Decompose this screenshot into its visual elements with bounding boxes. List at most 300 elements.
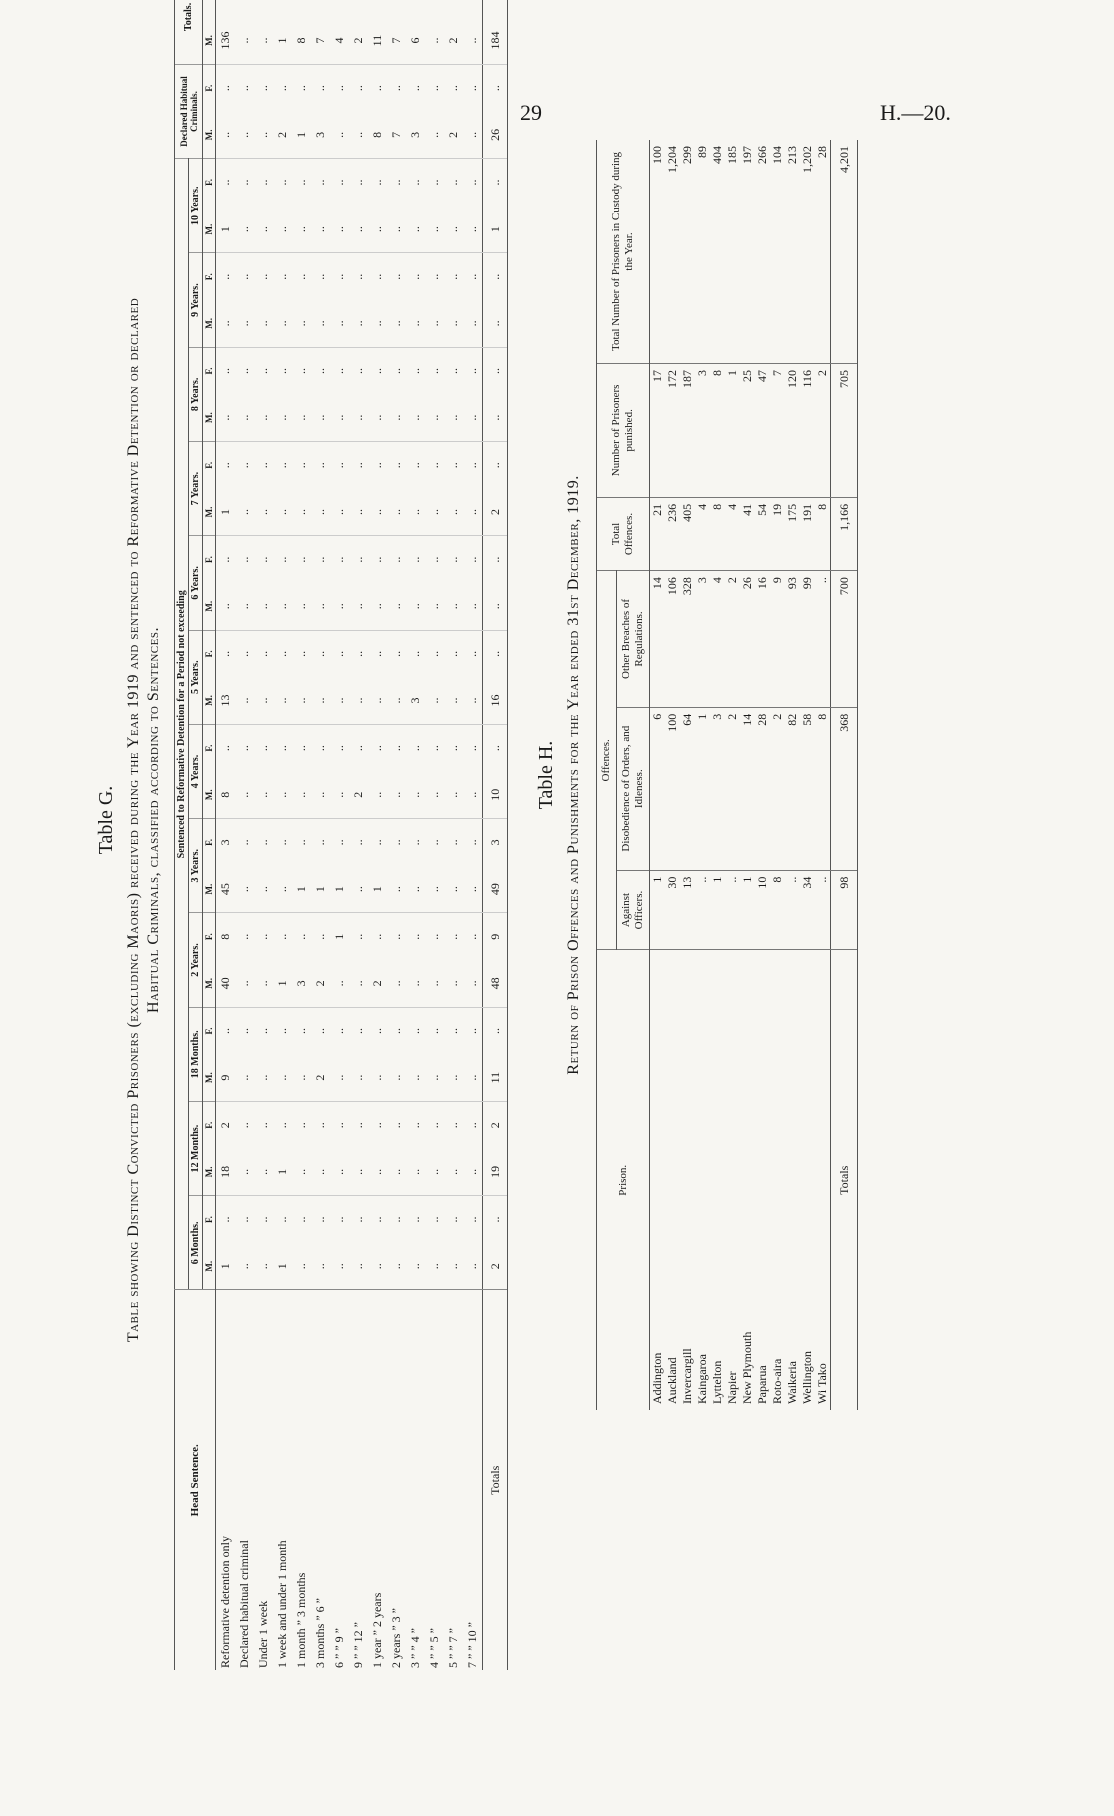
table-cell: .. — [275, 745, 289, 752]
table-cell: 2 — [725, 707, 740, 870]
table-row — [755, 140, 770, 1410]
table-cell: 58 — [800, 707, 815, 870]
table-cell: .. — [351, 745, 365, 752]
table-cell: .. — [311, 300, 330, 347]
table-cell: .. — [256, 368, 270, 375]
table-cell: .. — [406, 300, 425, 347]
table-cell: .. — [387, 206, 406, 253]
table-cell: 19 — [770, 497, 785, 570]
table-cell: 18 — [216, 1149, 236, 1196]
table-cell: .. — [256, 933, 270, 940]
table-cell: .. — [330, 583, 349, 630]
table-cell: 8 — [770, 870, 785, 950]
row-label: 6 ” ” 9 ” — [330, 1290, 349, 1670]
table-cell: 89 — [695, 140, 710, 363]
table-cell: .. — [235, 300, 254, 347]
table-cell: .. — [294, 273, 308, 280]
row-label: Under 1 week — [254, 1290, 273, 1670]
table-cell: .. — [313, 368, 327, 375]
table-cell: .. — [408, 745, 422, 752]
table-cell: .. — [275, 179, 289, 186]
table-cell: .. — [406, 771, 425, 818]
table-cell: .. — [218, 368, 232, 375]
table-row — [292, 0, 311, 1670]
table-cell: 3 — [710, 707, 725, 870]
table-cell: .. — [463, 206, 483, 253]
table-cell: .. — [237, 273, 251, 280]
table-cell: .. — [463, 1243, 483, 1290]
table-cell: .. — [237, 839, 251, 846]
table-cell: 700 — [831, 571, 858, 708]
table-cell: 100 — [650, 140, 666, 363]
table-cell: .. — [237, 1216, 251, 1223]
table-cell: 136 — [216, 17, 236, 64]
table-cell: .. — [387, 300, 406, 347]
table-cell: .. — [313, 650, 327, 657]
table-cell: .. — [465, 933, 479, 940]
period-header-6: 5 Years. — [189, 630, 203, 724]
table-cell: 1 — [273, 1243, 292, 1290]
table-cell: .. — [330, 771, 349, 818]
table-cell: .. — [351, 273, 365, 280]
table-cell: .. — [311, 1149, 330, 1196]
prison-name: Invercargill — [680, 1348, 694, 1404]
table-cell: 9 — [216, 1054, 236, 1101]
table-cell: .. — [254, 866, 273, 913]
table-cell: .. — [465, 368, 479, 375]
table-cell: .. — [237, 1122, 251, 1129]
table-row — [425, 0, 444, 1670]
table-cell: 11 — [368, 17, 387, 64]
table-cell: .. — [254, 771, 273, 818]
table-cell: 106 — [665, 571, 680, 708]
table-cell: 1 — [273, 960, 292, 1007]
table-cell: .. — [330, 394, 349, 441]
female-col-header: F. — [203, 724, 216, 771]
table-cell: .. — [292, 394, 311, 441]
table-cell: 2 — [444, 17, 463, 64]
table-cell: 6 — [650, 707, 666, 870]
table-cell: .. — [218, 462, 232, 469]
table-cell: 45 — [216, 866, 236, 913]
table-cell: .. — [465, 745, 479, 752]
table-cell: .. — [389, 745, 403, 752]
table-cell: .. — [218, 273, 232, 280]
table-cell: .. — [465, 650, 479, 657]
table-cell: .. — [446, 179, 460, 186]
table-cell: .. — [294, 1027, 308, 1034]
totals-row — [831, 140, 858, 1410]
table-cell: .. — [351, 650, 365, 657]
table-cell: .. — [237, 745, 251, 752]
table-cell: 1 — [292, 111, 311, 158]
table-cell: .. — [235, 206, 254, 253]
table-cell: .. — [332, 1122, 346, 1129]
prison-name: Auckland — [665, 1357, 679, 1404]
table-cell: .. — [463, 1149, 483, 1196]
prison-name: Wi Tako — [815, 1363, 829, 1404]
table-row — [216, 0, 236, 1670]
table-cell: 4 — [725, 497, 740, 570]
table-cell: .. — [408, 462, 422, 469]
table-cell: .. — [349, 1243, 368, 1290]
table-cell: .. — [275, 1216, 289, 1223]
table-cell: .. — [294, 650, 308, 657]
table-cell: 2 — [725, 571, 740, 708]
table-cell: .. — [427, 1122, 441, 1129]
table-cell: .. — [254, 489, 273, 536]
table-cell: .. — [218, 179, 232, 186]
table-cell: .. — [368, 1149, 387, 1196]
table-cell: 40 — [216, 960, 236, 1007]
table-cell: 10 — [755, 870, 770, 950]
table-cell: .. — [332, 839, 346, 846]
table-cell: .. — [427, 650, 441, 657]
table-cell: .. — [695, 870, 710, 950]
table-cell: .. — [311, 771, 330, 818]
table-cell: .. — [254, 1054, 273, 1101]
table-cell: 8 — [815, 707, 831, 870]
period-header-8: 7 Years. — [189, 441, 203, 535]
table-cell: .. — [368, 1054, 387, 1101]
table-cell: .. — [349, 111, 368, 158]
table-cell: .. — [425, 583, 444, 630]
table-cell: 8 — [368, 111, 387, 158]
table-cell: .. — [427, 556, 441, 563]
table-cell: 2 — [483, 1243, 508, 1290]
table-cell — [292, 0, 311, 17]
table-cell: .. — [370, 556, 384, 563]
table-cell: .. — [370, 273, 384, 280]
table-cell: .. — [389, 1027, 403, 1034]
table-row — [273, 0, 292, 1670]
table-cell: .. — [463, 583, 483, 630]
table-h-grid — [596, 140, 858, 1410]
row-label: Totals — [483, 1290, 508, 1670]
table-cell: .. — [275, 462, 289, 469]
table-cell: 2 — [311, 1054, 330, 1101]
male-col-header: M. — [203, 1054, 216, 1101]
rotated-content — [95, 0, 1095, 1670]
table-cell: 8 — [218, 933, 232, 940]
page-code: H.—20. — [880, 100, 951, 125]
table-cell: .. — [349, 206, 368, 253]
table-cell: 2 — [218, 1122, 232, 1129]
table-cell: .. — [294, 556, 308, 563]
table-cell: 213 — [785, 140, 800, 363]
table-cell: .. — [368, 394, 387, 441]
table-cell: .. — [444, 960, 463, 1007]
table-cell: .. — [218, 745, 232, 752]
totals-header: Totals. — [175, 0, 203, 64]
table-cell: .. — [370, 650, 384, 657]
table-cell: .. — [332, 650, 346, 657]
table-cell: .. — [444, 394, 463, 441]
table-cell: .. — [256, 179, 270, 186]
table-cell: .. — [216, 111, 236, 158]
table-cell: .. — [446, 1027, 460, 1034]
table-g-title: Table G. — [95, 785, 117, 855]
table-cell: .. — [235, 583, 254, 630]
table-row — [406, 0, 425, 1670]
table-cell: .. — [292, 677, 311, 724]
table-cell: .. — [425, 1054, 444, 1101]
table-cell: .. — [256, 1216, 270, 1223]
table-cell: .. — [408, 933, 422, 940]
against-officers-header: Against Officers. — [617, 870, 650, 950]
table-cell: 1,202 — [800, 140, 815, 363]
table-cell: .. — [483, 159, 508, 206]
table-cell: .. — [446, 1122, 460, 1129]
totals-row — [483, 0, 508, 1670]
table-h-title: Table H. — [535, 740, 557, 810]
table-cell: .. — [427, 273, 441, 280]
table-cell: .. — [444, 1243, 463, 1290]
table-cell: 1 — [740, 870, 755, 950]
table-cell: .. — [254, 1243, 273, 1290]
male-col-header: M. — [203, 866, 216, 913]
table-cell: .. — [815, 571, 831, 708]
female-col-header: F. — [203, 913, 216, 960]
table-cell: .. — [294, 745, 308, 752]
prison-name: Kaingaroa — [695, 1354, 709, 1404]
table-cell: .. — [292, 1243, 311, 1290]
table-cell: 41 — [740, 497, 755, 570]
table-cell: .. — [465, 1122, 479, 1129]
table-cell: .. — [218, 556, 232, 563]
table-cell: .. — [465, 1216, 479, 1223]
table-row — [463, 0, 483, 1670]
table-cell: .. — [313, 1027, 327, 1034]
table-cell — [425, 0, 444, 17]
table-cell: .. — [387, 1243, 406, 1290]
table-cell: .. — [463, 771, 483, 818]
table-cell: .. — [483, 441, 508, 488]
table-cell: 10 — [483, 771, 508, 818]
row-label: 1 year ” 2 years — [368, 1290, 387, 1670]
table-cell: 82 — [785, 707, 800, 870]
table-cell: .. — [483, 64, 508, 111]
row-label: Declared habitual criminal — [235, 1290, 254, 1670]
table-cell: .. — [389, 933, 403, 940]
male-col-header: M. — [203, 489, 216, 536]
table-cell: .. — [273, 394, 292, 441]
table-cell: .. — [273, 206, 292, 253]
table-cell — [463, 0, 483, 17]
table-cell: .. — [235, 394, 254, 441]
table-cell: .. — [349, 300, 368, 347]
table-cell: 191 — [800, 497, 815, 570]
table-cell — [330, 0, 349, 17]
table-cell: 1 — [311, 866, 330, 913]
table-cell: .. — [408, 273, 422, 280]
table-cell: .. — [370, 368, 384, 375]
table-cell: .. — [406, 1054, 425, 1101]
table-cell: .. — [216, 583, 236, 630]
punished-header: Number of Prisoners punished. — [597, 363, 650, 497]
table-cell: .. — [387, 1054, 406, 1101]
table-cell: .. — [313, 1122, 327, 1129]
table-cell: .. — [444, 489, 463, 536]
male-col-header: M. — [203, 960, 216, 1007]
table-cell: .. — [313, 556, 327, 563]
table-cell: 6 — [406, 17, 425, 64]
table-cell — [273, 0, 292, 17]
table-cell: 8 — [815, 497, 831, 570]
table-cell: .. — [408, 650, 422, 657]
table-cell: .. — [254, 17, 273, 64]
table-cell: .. — [387, 771, 406, 818]
table-cell: .. — [406, 1149, 425, 1196]
table-g — [95, 0, 508, 1670]
table-cell — [235, 0, 254, 17]
table-cell: .. — [370, 462, 384, 469]
table-cell: .. — [273, 771, 292, 818]
table-cell: .. — [294, 839, 308, 846]
table-cell: .. — [425, 489, 444, 536]
table-cell: .. — [725, 870, 740, 950]
table-g-subtitle-2: Habitual Criminals, classified according to Sentences. — [145, 627, 162, 1013]
table-cell: .. — [235, 1243, 254, 1290]
table-cell: 8 — [292, 17, 311, 64]
table-cell: 8 — [710, 497, 725, 570]
table-cell: 3 — [292, 960, 311, 1007]
table-cell: 2 — [368, 960, 387, 1007]
table-cell: .. — [294, 179, 308, 186]
table-cell: .. — [370, 933, 384, 940]
table-cell: .. — [235, 1054, 254, 1101]
table-cell: .. — [387, 394, 406, 441]
table-cell: 25 — [740, 363, 755, 497]
table-cell: 16 — [483, 677, 508, 724]
table-cell: .. — [294, 368, 308, 375]
table-row — [387, 0, 406, 1670]
table-cell: 26 — [740, 571, 755, 708]
table-cell: 405 — [680, 497, 695, 570]
table-cell: .. — [237, 462, 251, 469]
table-cell: 2 — [444, 111, 463, 158]
table-row — [710, 140, 725, 1410]
female-col-header: F. — [203, 819, 216, 866]
table-cell: .. — [446, 273, 460, 280]
table-cell: 120 — [785, 363, 800, 497]
row-label: Reformative detention only — [216, 1290, 236, 1670]
table-cell: 172 — [665, 363, 680, 497]
table-cell: 1 — [216, 1243, 236, 1290]
table-cell: .. — [387, 677, 406, 724]
table-cell: 197 — [740, 140, 755, 363]
disobedience-header: Disobedience of Orders, and Idleness. — [617, 707, 650, 870]
table-cell: .. — [273, 866, 292, 913]
table-cell: .. — [237, 556, 251, 563]
table-cell: .. — [425, 960, 444, 1007]
table-h — [535, 140, 858, 1410]
table-cell: .. — [275, 1027, 289, 1034]
table-cell: .. — [389, 1122, 403, 1129]
table-row — [680, 140, 695, 1410]
row-label: 4 ” ” 5 ” — [425, 1290, 444, 1670]
table-cell: 2 — [815, 363, 831, 497]
table-cell: .. — [256, 556, 270, 563]
table-cell: .. — [349, 960, 368, 1007]
period-header-10: 9 Years. — [189, 253, 203, 347]
table-cell: 21 — [650, 497, 666, 570]
table-cell: .. — [275, 556, 289, 563]
period-header-0: 6 Months. — [189, 1196, 203, 1290]
table-cell: .. — [216, 394, 236, 441]
table-cell: .. — [256, 745, 270, 752]
table-cell — [483, 0, 508, 17]
male-col-header: M. — [203, 300, 216, 347]
table-cell: .. — [237, 85, 251, 92]
table-cell: 13 — [216, 677, 236, 724]
row-label: 3 ” ” 4 ” — [406, 1290, 425, 1670]
table-cell: .. — [483, 1007, 508, 1054]
table-cell: .. — [313, 839, 327, 846]
table-cell: .. — [406, 489, 425, 536]
table-row — [665, 140, 680, 1410]
period-header-9: 8 Years. — [189, 347, 203, 441]
table-g-subtitle-1: Table showing Distinct Convicted Prisoners (excluding Maoris) received during the Year 1919 and sentenced to Reformative Detention or declared — [125, 297, 142, 1343]
table-cell: 49 — [483, 866, 508, 913]
table-cell: 98 — [831, 870, 858, 950]
table-cell: .. — [254, 1149, 273, 1196]
female-col-header: F. — [203, 64, 216, 111]
table-cell: .. — [425, 206, 444, 253]
table-cell: .. — [785, 870, 800, 950]
table-cell: 3 — [406, 111, 425, 158]
table-cell: .. — [351, 85, 365, 92]
table-cell: 9 — [770, 571, 785, 708]
total-offences-header: Total Offences. — [597, 497, 650, 570]
table-cell: .. — [483, 630, 508, 677]
table-cell: .. — [446, 745, 460, 752]
table-cell: .. — [389, 85, 403, 92]
table-cell: .. — [408, 1027, 422, 1034]
table-cell: .. — [237, 933, 251, 940]
table-cell: 13 — [680, 870, 695, 950]
table-cell: .. — [254, 111, 273, 158]
table-h-subtitle: Return of Prison Offences and Punishments for the Year ended 31st December, 1919. — [565, 475, 582, 1075]
table-row — [444, 0, 463, 1670]
table-cell: .. — [292, 583, 311, 630]
row-label: 2 years ” 3 ” — [387, 1290, 406, 1670]
table-cell: .. — [313, 1216, 327, 1223]
table-cell: .. — [237, 368, 251, 375]
table-cell: 47 — [755, 363, 770, 497]
table-cell: .. — [218, 1027, 232, 1034]
table-cell: .. — [332, 556, 346, 563]
table-cell: .. — [275, 1122, 289, 1129]
table-cell: .. — [425, 1149, 444, 1196]
table-cell: 1 — [332, 933, 346, 940]
table-cell: .. — [406, 960, 425, 1007]
table-cell: .. — [406, 1243, 425, 1290]
table-cell: 17 — [650, 363, 666, 497]
table-row — [815, 140, 831, 1410]
table-row — [785, 140, 800, 1410]
table-cell: 266 — [755, 140, 770, 363]
table-cell: .. — [292, 300, 311, 347]
male-col-header: M. — [203, 771, 216, 818]
row-label: 1 week and under 1 month — [273, 1290, 292, 1670]
table-cell: .. — [446, 933, 460, 940]
table-cell: .. — [370, 839, 384, 846]
table-cell: .. — [463, 960, 483, 1007]
table-row — [740, 140, 755, 1410]
table-cell: .. — [313, 273, 327, 280]
table-cell: 3 — [311, 111, 330, 158]
